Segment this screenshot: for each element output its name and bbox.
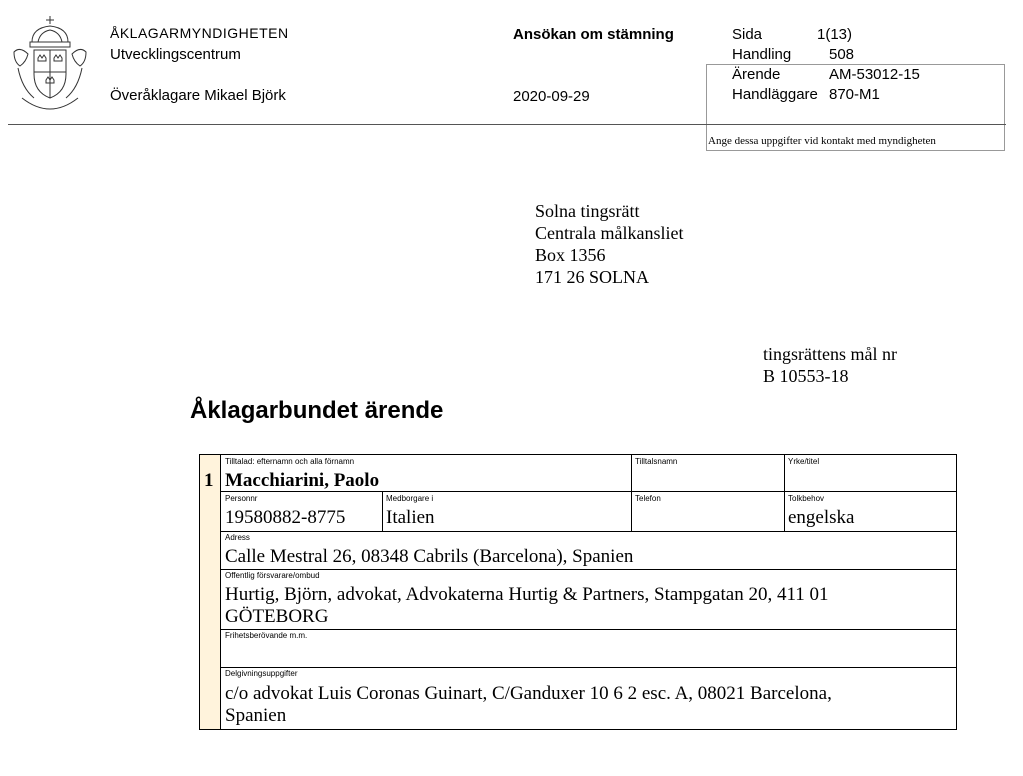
form-divider-vertical (382, 491, 383, 531)
contact-note: Ange dessa uppgifter vid kontakt med myndigheten (708, 135, 936, 147)
officer-label: Handläggare (732, 86, 818, 103)
service-details-line: c/o advokat Luis Coronas Guinart, C/Ganduxer 10 6 2 esc. A, 08021 Barcelona, (225, 683, 832, 704)
defendant-form (199, 454, 957, 730)
name-label: Tilltalad: efternamn och alla förnamn (225, 457, 355, 466)
officer-value: 870-M1 (829, 86, 880, 103)
case-value: AM-53012-15 (829, 66, 920, 83)
defense-counsel-line: Hurtig, Björn, advokat, Advokaterna Hurtig & Partners, Stampgatan 20, 411 01 (225, 584, 829, 605)
form-divider-vertical (784, 455, 785, 531)
form-divider (221, 667, 956, 668)
recipient-line: Box 1356 (535, 245, 606, 265)
handling-value: 508 (829, 46, 855, 63)
detention-label: Frihetsberövande m.m. (225, 631, 308, 640)
phone-label: Telefon (635, 494, 661, 503)
header-divider (8, 124, 1006, 125)
defense-counsel-label: Offentlig försvarare/ombud (225, 571, 320, 580)
citizenship-value: Italien (386, 507, 435, 528)
recipient-address (535, 200, 683, 288)
personal-number-label: Personnr (225, 494, 258, 503)
defendant-name: Macchiarini, Paolo (225, 470, 380, 491)
form-divider (221, 491, 956, 492)
document-title: Ansökan om stämning (513, 26, 674, 43)
row-number-column (200, 455, 221, 729)
document-date: 2020-09-29 (513, 88, 590, 105)
handling-label: Handling (732, 46, 792, 63)
address-value: Calle Mestral 26, 08348 Cabrils (Barcelona), Spanien (225, 546, 634, 567)
court-case-label: tingsrättens mål nr (763, 344, 897, 364)
occupation-label: Yrke/titel (788, 457, 820, 466)
form-divider (221, 569, 956, 570)
court-case-reference (763, 343, 897, 387)
page-value: 1(13) (817, 26, 853, 43)
case-label: Ärende (732, 66, 781, 83)
recipient-line: 171 26 SOLNA (535, 267, 650, 287)
citizenship-label: Medborgare i (386, 494, 434, 503)
service-details-label: Delgivningsuppgifter (225, 669, 298, 678)
interpreter-label: Tolkbehov (788, 494, 825, 503)
personal-number-value: 19580882-8775 (225, 507, 346, 528)
first-name-label: Tilltalsnamn (635, 457, 678, 466)
prosecutor-name: Överåklagare Mikael Björk (110, 87, 286, 104)
agency-name: ÅKLAGARMYNDIGHETEN (110, 25, 289, 41)
form-divider (221, 531, 956, 532)
section-heading: Åklagarbundet ärende (190, 397, 444, 424)
unit-name: Utvecklingscentrum (110, 46, 241, 63)
interpreter-value: engelska (788, 507, 855, 528)
defense-counsel-line: GÖTEBORG (225, 606, 329, 627)
address-label: Adress (225, 533, 250, 542)
service-details-line: Spanien (225, 705, 287, 726)
page-label: Sida (732, 26, 763, 43)
coat-of-arms-logo (8, 12, 92, 122)
form-divider (221, 629, 956, 630)
form-divider-vertical (631, 455, 632, 531)
recipient-line: Solna tingsrätt (535, 201, 640, 221)
row-number: 1 (204, 470, 214, 491)
court-case-number: B 10553-18 (763, 366, 849, 386)
recipient-line: Centrala målkansliet (535, 223, 684, 243)
